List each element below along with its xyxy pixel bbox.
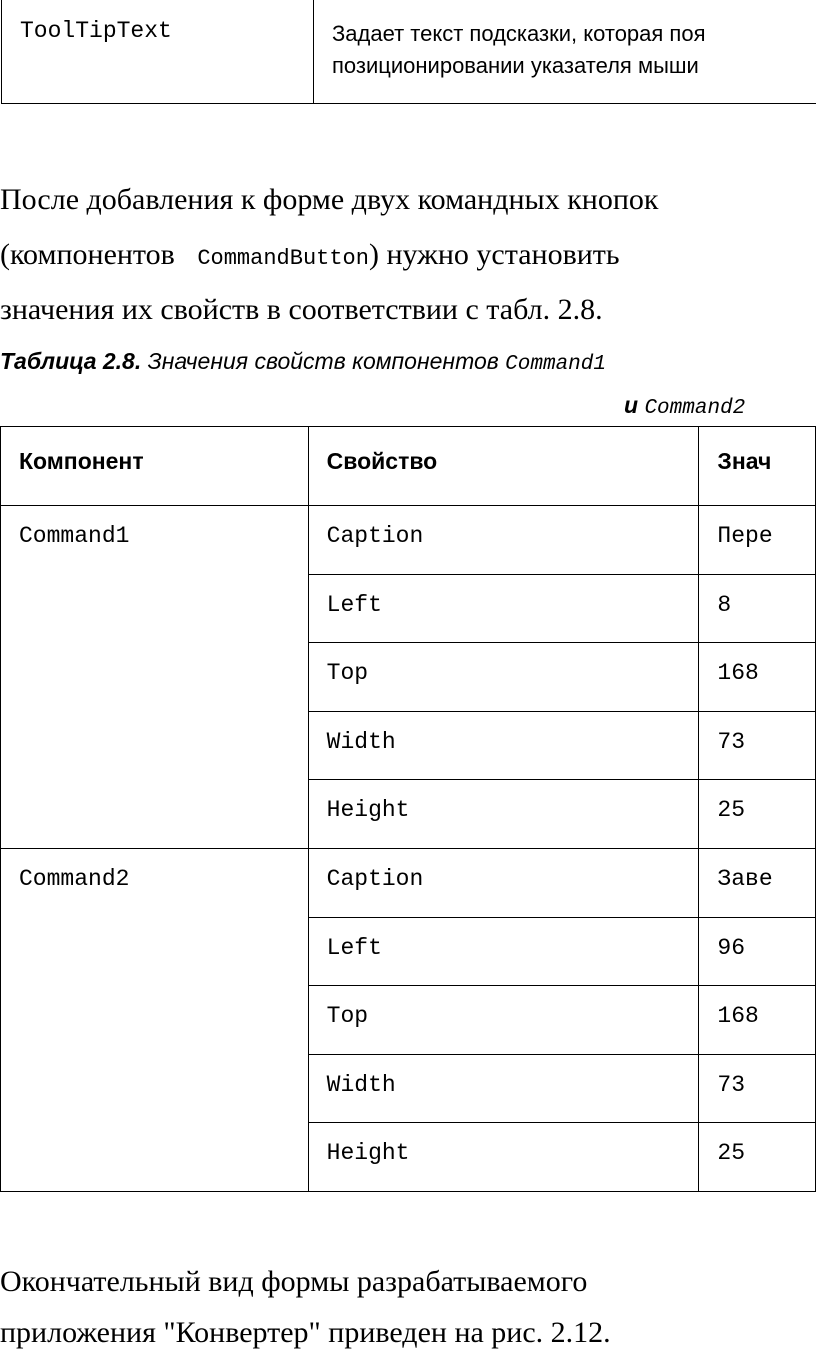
paragraph-conclusion bbox=[0, 1256, 816, 1358]
value-cell: Пере bbox=[699, 506, 816, 575]
paragraph-line: приложения "Конвертер" приведен на рис. 2.12. bbox=[0, 1316, 611, 1349]
property-cell: Height bbox=[308, 1123, 699, 1192]
property-cell: Top bbox=[308, 986, 699, 1055]
text-word: (компонентов bbox=[0, 238, 175, 271]
table-row bbox=[1, 506, 816, 575]
text-word: вид bbox=[208, 1265, 254, 1298]
paragraph-line: значения их свойств в соответствии с табл. 2.8. bbox=[0, 293, 603, 326]
property-cell: Caption bbox=[308, 848, 699, 917]
property-name: ToolTipText bbox=[20, 18, 172, 44]
value-cell: 168 bbox=[699, 643, 816, 712]
inline-code: CommandButton bbox=[197, 246, 369, 271]
component-cell: Command2 bbox=[1, 848, 309, 1191]
value-cell: 73 bbox=[699, 1054, 816, 1123]
property-cell bbox=[2, 0, 314, 103]
inline-code: Command2 bbox=[644, 397, 746, 420]
text-word: Окончательный bbox=[0, 1265, 201, 1298]
header-value: Знач bbox=[699, 427, 816, 506]
table-row bbox=[1, 848, 816, 917]
text-word: нужно bbox=[386, 238, 469, 271]
paragraph-line: После добавления к форме двух командных кнопок bbox=[0, 183, 659, 216]
value-cell: Заве bbox=[699, 848, 816, 917]
table-caption-text: Значения свойств компонентов bbox=[147, 348, 499, 374]
table-caption-cont bbox=[624, 392, 745, 420]
paragraph-line bbox=[0, 227, 816, 282]
paragraph-intro bbox=[0, 172, 816, 337]
header-property: Свойство bbox=[308, 427, 699, 506]
description-line: Задает текст подсказки, которая поя bbox=[332, 21, 706, 46]
value-cell: 25 bbox=[699, 1123, 816, 1192]
text-word: разрабатываемого bbox=[356, 1265, 588, 1298]
property-cell: Left bbox=[308, 574, 699, 643]
description-line: позиционировании указателя мыши bbox=[332, 53, 699, 78]
property-cell: Height bbox=[308, 780, 699, 849]
header-component: Компонент bbox=[1, 427, 309, 506]
property-cell: Caption bbox=[308, 506, 699, 575]
component-cell: Command1 bbox=[1, 506, 309, 849]
description-cell bbox=[332, 18, 705, 82]
property-cell: Width bbox=[308, 711, 699, 780]
inline-code: Command1 bbox=[505, 353, 606, 376]
text-word: формы bbox=[261, 1265, 350, 1298]
property-cell: Width bbox=[308, 1054, 699, 1123]
text-word: установить bbox=[476, 238, 620, 271]
value-cell: 96 bbox=[699, 917, 816, 986]
value-cell: 168 bbox=[699, 986, 816, 1055]
caption-conj: и bbox=[624, 392, 639, 418]
value-cell: 73 bbox=[699, 711, 816, 780]
tooltip-table-fragment bbox=[1, 0, 816, 104]
value-cell: 25 bbox=[699, 780, 816, 849]
paragraph-line bbox=[0, 1256, 816, 1307]
properties-table bbox=[0, 426, 816, 1192]
value-cell: 8 bbox=[699, 574, 816, 643]
table-header-row bbox=[1, 427, 816, 506]
property-cell: Left bbox=[308, 917, 699, 986]
text-fragment bbox=[0, 238, 379, 271]
text-word: ) bbox=[368, 238, 379, 271]
table-caption bbox=[0, 348, 606, 376]
property-cell: Top bbox=[308, 643, 699, 712]
table-label: Таблица 2.8. bbox=[0, 348, 142, 374]
